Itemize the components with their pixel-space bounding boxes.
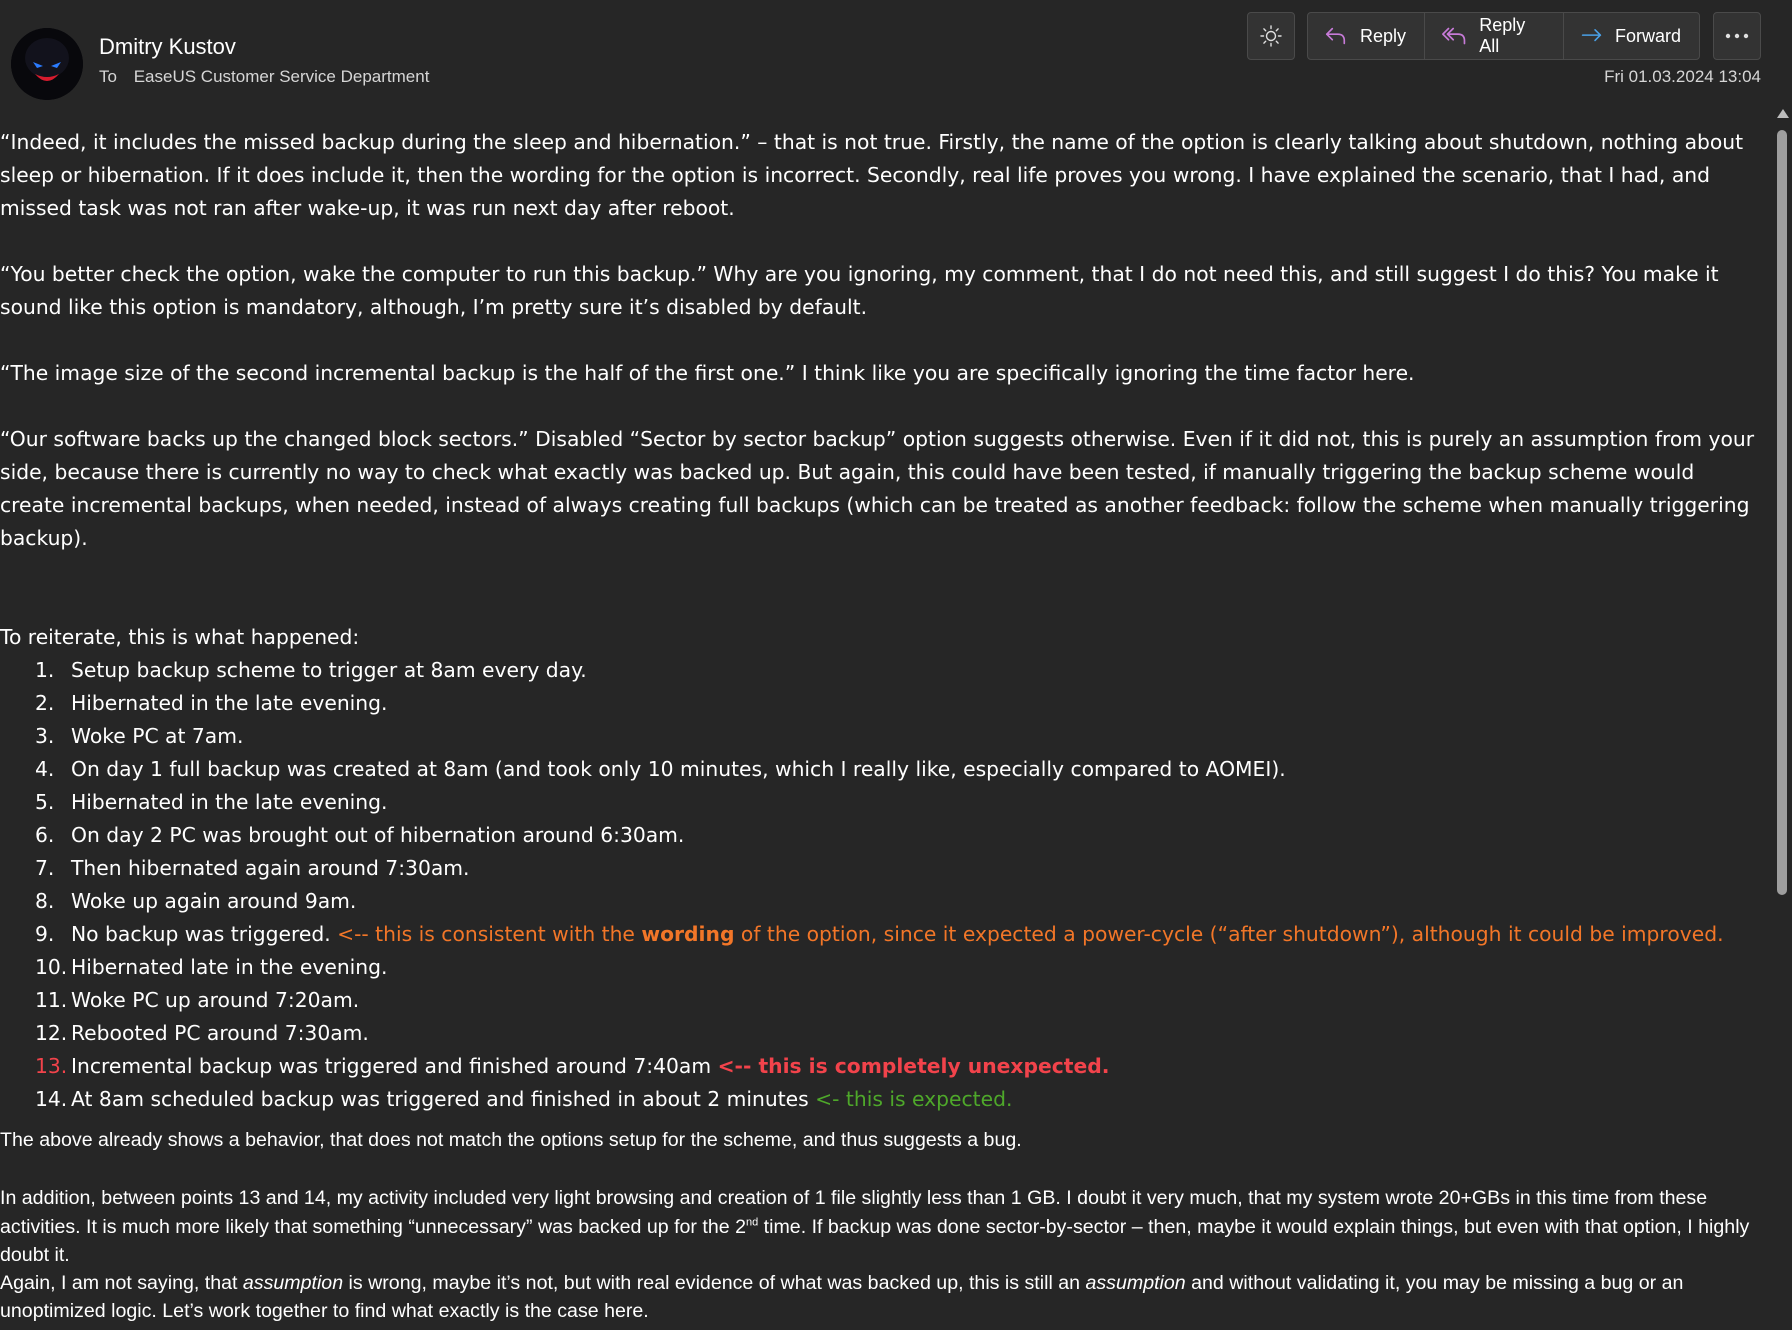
theme-toggle-button[interactable] bbox=[1247, 12, 1295, 60]
reply-actions-group bbox=[1307, 12, 1700, 60]
forward-label: Forward bbox=[1614, 25, 1681, 46]
body-paragraph: “The image size of the second incremental backup is the half of the first one.” I think like you are specifically ignoring the time factor here. bbox=[0, 361, 1415, 385]
avatar[interactable] bbox=[11, 28, 83, 100]
to-label: To bbox=[99, 67, 117, 86]
more-actions-button[interactable] bbox=[1713, 12, 1761, 60]
list-item: 2. Hibernated in the late evening. bbox=[35, 691, 388, 715]
reply-label: Reply bbox=[1359, 25, 1406, 46]
forward-arrow-icon bbox=[1580, 24, 1603, 48]
reiterate-intro: To reiterate, this is what happened: bbox=[0, 625, 360, 649]
message-body bbox=[0, 126, 1762, 1326]
sent-date: Fri 01.03.2024 13:04 bbox=[1604, 67, 1761, 86]
reply-arrow-icon bbox=[1324, 24, 1348, 48]
closing-section bbox=[0, 1126, 1762, 1326]
recipient-line bbox=[99, 67, 429, 87]
list-item: 6. On day 2 PC was brought out of hibernation around 6:30am. bbox=[35, 823, 685, 847]
consistent-note: <-- this is consistent with the wording of the option, since it expected a power-cycle (“after shutdown”), although it could be improved. bbox=[337, 922, 1724, 946]
list-item: 10. Hibernated late in the evening. bbox=[35, 955, 388, 979]
reply-button[interactable] bbox=[1308, 13, 1425, 59]
vertical-scrollbar[interactable] bbox=[1773, 104, 1792, 1330]
unexpected-note: <-- this is completely unexpected. bbox=[717, 1054, 1110, 1078]
body-paragraph: “Indeed, it includes the missed backup during the sleep and hibernation.” – that is not true. Firstly, the name of the option is clearly talking about shutdown, nothing about sleep or hibernation. If it does include it, then the wording for the option is incorrect. Secondly, real life proves you wrong. I have explained the scenario, that I had, and missed task was not ran after wake-up, it was run next day after reboot. bbox=[0, 130, 1744, 220]
addition-paragraph: In addition, between points 13 and 14, my activity included very light browsing and creation of 1 file slightly less than 1 GB. I doubt it very much, that my system wrote 20+GBs in this time from these activities. It is much more likely that something “unnecessary” was backed up for the 2nd time. If backup was done sector-by-sector – then, maybe it would explain things, but even with that option, I highly doubt it. bbox=[0, 1187, 1750, 1266]
expected-note: <- this is expected. bbox=[815, 1087, 1013, 1111]
sun-icon bbox=[1259, 24, 1283, 48]
sender-name[interactable]: Dmitry Kustov bbox=[99, 34, 236, 59]
list-item: 12. Rebooted PC around 7:30am. bbox=[35, 1021, 369, 1045]
ellipsis-icon bbox=[1724, 32, 1750, 40]
list-item: 9. No backup was triggered. <-- this is consistent with the wording of the option, since it expected a power-cycle (“after shutdown”), although it could be improved. bbox=[35, 922, 1724, 946]
reply-all-button[interactable] bbox=[1425, 13, 1564, 59]
list-item: 7. Then hibernated again around 7:30am. bbox=[35, 856, 470, 880]
list-item: 5. Hibernated in the late evening. bbox=[35, 790, 388, 814]
body-paragraph: “Our software backs up the changed block sectors.” Disabled “Sector by sector backup” option suggests otherwise. Even if it did not, this is purely an assumption from your side, because there is currently no way to check what exactly was backed up. But again, this could have been tested, if manually triggering the backup scheme would create incremental backups, when needed, instead of always creating full backups (which can be treated as another feedback: follow the scheme when manually triggering backup). bbox=[0, 427, 1755, 550]
scroll-up-arrow-icon[interactable] bbox=[1777, 109, 1789, 118]
avatar-image bbox=[11, 28, 83, 100]
summary-paragraph: The above already shows a behavior, that does not match the options setup for the scheme, and thus suggests a bug. bbox=[0, 1129, 1022, 1151]
forward-button[interactable] bbox=[1564, 13, 1699, 59]
list-item: 11. Woke PC up around 7:20am. bbox=[35, 988, 360, 1012]
recipient-name[interactable]: EaseUS Customer Service Department bbox=[133, 67, 430, 86]
list-item: 4. On day 1 full backup was created at 8am (and took only 10 minutes, which I really like, especially compared to AOMEI). bbox=[35, 757, 1286, 781]
reply-all-label: Reply All bbox=[1479, 15, 1526, 56]
reply-all-arrow-icon bbox=[1441, 24, 1467, 48]
steps-list bbox=[0, 654, 1762, 1116]
list-item: 13. Incremental backup was triggered and finished around 7:40am <-- this is completely unexpected. bbox=[35, 1054, 1110, 1078]
list-item: 14. At 8am scheduled backup was triggered and finished in about 2 minutes <- this is expected. bbox=[35, 1087, 1013, 1111]
list-item: 3. Woke PC at 7am. bbox=[35, 724, 244, 748]
list-item: 8. Woke up again around 9am. bbox=[35, 889, 357, 913]
again-paragraph: Again, I am not saying, that assumption is wrong, maybe it’s not, but with real evidence of what was backed up, this is still an assumption and without validating it, you may be missing a bug or an unoptimized logic. Let’s work together to find what exactly is the case here. bbox=[0, 1272, 1684, 1323]
list-item: 1. Setup backup scheme to trigger at 8am every day. bbox=[35, 658, 587, 682]
body-paragraph: “You better check the option, wake the computer to run this backup.” Why are you ignoring, my comment, that I do not need this, and still suggest I do this? You make it sound like this option is mandatory, although, I’m pretty sure it’s disabled by default. bbox=[0, 262, 1719, 319]
scroll-thumb[interactable] bbox=[1777, 130, 1787, 895]
